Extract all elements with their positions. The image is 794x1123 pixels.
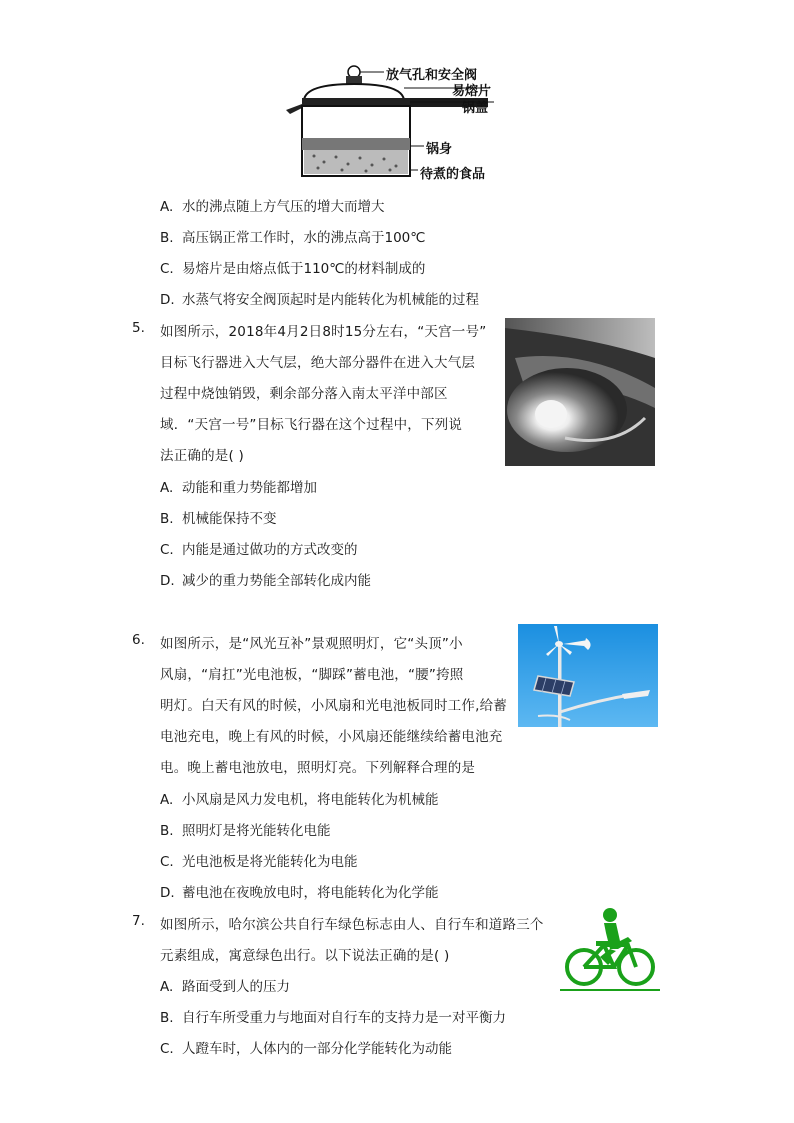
q6-option-c[interactable] [160,850,358,870]
q4-option-d[interactable] [160,288,479,308]
wind-solar-lamp-photo [518,624,658,727]
option-letter: A. [160,979,174,995]
option-text: 自行车所受重力与地面对自行车的支持力是一对平衡力 [182,1010,506,1026]
q5-stem-line: 如图所示，2018年4月2日8时15分左右，“天宫一号” [160,324,487,340]
option-letter: C. [160,854,174,870]
option-text: 人蹬车时，人体内的一部分化学能转化为动能 [182,1041,452,1057]
q5-stem-line: 目标飞行器进入大气层，绝大部分器件在进入大气层 [160,355,476,371]
cyclist-icon [560,905,660,993]
option-letter: C. [160,261,174,277]
option-text: 蓄电池在夜晚放电时，将电能转化为化学能 [182,885,439,901]
reentry-fireball-image [505,318,655,466]
option-letter: B. [160,511,174,527]
q6-stem-line: 明灯。白天有风的时候，小风扇和光电池板同时工作,给蓄 [160,698,507,714]
option-letter: D. [160,573,175,589]
q7-option-b[interactable] [160,1006,506,1026]
q6-stem-line: 电。晚上蓄电池放电，照明灯亮。下列解释合理的是 [160,760,476,776]
option-letter: C. [160,542,174,558]
q6-stem-line: 风扇，“肩扛”光电池板，“脚踩”蓄电池，“腰”挎照 [160,667,464,683]
option-text: 机械能保持不变 [182,511,277,527]
option-text: 减少的重力势能全部转化成内能 [182,573,371,589]
option-letter: B. [160,230,174,246]
q5-stem-line: 域．“天宫一号”目标飞行器在这个过程中，下列说 [160,417,463,433]
q5-option-b[interactable] [160,507,277,527]
option-text: 水的沸点随上方气压的增大而增大 [182,199,385,215]
q4-option-b[interactable] [160,226,425,246]
q5-stem-line: 过程中烧蚀销毁，剩余部分落入南太平洋中部区 [160,386,448,402]
green-bike-logo [560,905,660,993]
option-text: 光电池板是将光能转化为电能 [182,854,358,870]
option-text: 路面受到人的压力 [182,979,290,995]
option-text: 小风扇是风力发电机，将电能转化为机械能 [182,792,439,808]
figure-label-vent-valve: 放气孔和安全阀 [386,68,478,83]
option-letter: B. [160,823,174,839]
q7-stem-line: 元素组成，寓意绿色出行。以下说法正确的是( ) [160,948,450,964]
q6-option-d[interactable] [160,881,439,901]
q7-number: 7. [132,913,145,929]
option-letter: B. [160,1010,174,1026]
option-letter: A. [160,792,174,808]
figure-label-lid: 锅盖 [462,101,489,116]
q6-stem-line: 如图所示，是“风光互补”景观照明灯，它“头顶”小 [160,636,463,652]
option-text: 照明灯是将光能转化电能 [182,823,331,839]
figure-label-fusible-plate: 易熔片 [452,84,492,99]
figure-label-body: 锅身 [426,142,453,157]
q5-number: 5. [132,320,145,336]
q4-option-c[interactable] [160,257,425,277]
q5-option-a[interactable] [160,476,317,496]
option-text: 易熔片是由熔点低于110℃的材料制成的 [182,261,426,277]
q7-option-a[interactable] [160,975,290,995]
q6-number: 6. [132,632,145,648]
q6-stem-line: 电池充电，晚上有风的时候，小风扇还能继续给蓄电池充 [160,729,503,745]
option-letter: C. [160,1041,174,1057]
tiangong-reentry-photo [505,318,655,466]
option-letter: A. [160,199,174,215]
q7-option-c[interactable] [160,1037,452,1057]
wind-solar-lamp-image [518,624,658,727]
q5-option-d[interactable] [160,569,371,589]
figure-label-food: 待煮的食品 [420,167,486,182]
option-letter: D. [160,885,175,901]
option-text: 高压锅正常工作时，水的沸点高于100℃ [182,230,426,246]
q7-stem-line: 如图所示，哈尔滨公共自行车绿色标志由人、自行车和道路三个 [160,917,544,933]
option-text: 动能和重力势能都增加 [182,480,317,496]
option-text: 水蒸气将安全阀顶起时是内能转化为机械能的过程 [182,292,479,308]
q5-option-c[interactable] [160,538,358,558]
q5-stem-line: 法正确的是( ) [160,448,244,464]
option-text: 内能是通过做功的方式改变的 [182,542,358,558]
option-letter: D. [160,292,175,308]
q6-option-b[interactable] [160,819,331,839]
q4-option-a[interactable] [160,195,385,215]
option-letter: A. [160,480,174,496]
q6-option-a[interactable] [160,788,439,808]
